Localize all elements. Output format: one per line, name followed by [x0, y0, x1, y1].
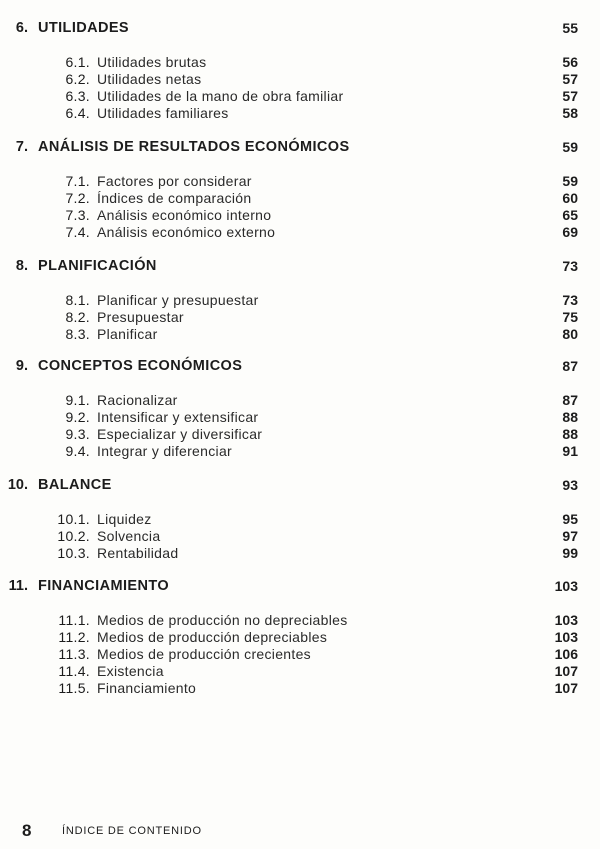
entry-title: Utilidades netas	[97, 71, 202, 87]
entry-title: Índices de comparación	[97, 190, 252, 206]
toc-entry[interactable]	[0, 53, 600, 71]
entry-title: Racionalizar	[97, 392, 178, 408]
entry-title: Medios de producción no depreciables	[97, 612, 348, 628]
section-heading[interactable]	[0, 257, 600, 275]
entry-number: 7.1.	[65, 173, 90, 189]
entry-page: 103	[554, 629, 578, 645]
section-number: 9.	[15, 358, 28, 374]
toc-entry[interactable]	[0, 308, 600, 326]
entry-page: 75	[562, 309, 578, 325]
entry-title: Planificar	[97, 326, 158, 342]
section-page: 93	[562, 477, 578, 493]
toc-entry[interactable]	[0, 325, 600, 343]
toc-entry[interactable]	[0, 87, 600, 105]
entry-title: Integrar y diferenciar	[97, 443, 232, 459]
toc-entry[interactable]	[0, 662, 600, 680]
section-number: 6.	[15, 20, 28, 36]
toc-entry[interactable]	[0, 223, 600, 241]
toc-entry[interactable]	[0, 408, 600, 426]
entry-page: 80	[562, 326, 578, 342]
entry-title: Utilidades brutas	[97, 54, 207, 70]
entry-title: Factores por considerar	[97, 173, 252, 189]
toc-entry[interactable]	[0, 206, 600, 224]
entry-page: 57	[562, 71, 578, 87]
entry-number: 6.4.	[65, 105, 90, 121]
entry-number: 7.2.	[65, 190, 90, 206]
entry-title: Medios de producción crecientes	[97, 646, 311, 662]
toc-entry[interactable]	[0, 645, 600, 663]
toc-entry[interactable]	[0, 172, 600, 190]
entry-page: 65	[562, 207, 578, 223]
toc-entry[interactable]	[0, 679, 600, 697]
page-footer	[22, 820, 202, 842]
entry-number: 8.2.	[65, 309, 90, 325]
entry-number: 11.3.	[58, 646, 90, 662]
entry-page: 107	[554, 680, 578, 696]
toc-entry[interactable]	[0, 189, 600, 207]
toc-entry[interactable]	[0, 442, 600, 460]
entry-title: Planificar y presupuestar	[97, 292, 259, 308]
entry-title: Intensificar y extensificar	[97, 409, 259, 425]
entry-number: 11.5.	[58, 680, 90, 696]
entry-page: 57	[562, 88, 578, 104]
toc-entry[interactable]	[0, 510, 600, 528]
entry-title: Presupuestar	[97, 309, 184, 325]
entry-number: 10.1.	[57, 511, 90, 527]
entry-page: 91	[562, 443, 578, 459]
section-number: 7.	[15, 139, 28, 155]
section-page: 59	[562, 139, 578, 155]
section-title: FINANCIAMIENTO	[38, 578, 169, 594]
entry-number: 9.1.	[65, 392, 90, 408]
entry-number: 6.1.	[65, 54, 90, 70]
section-number: 11.	[8, 578, 28, 594]
section-title: UTILIDADES	[38, 20, 129, 36]
toc-entry[interactable]	[0, 70, 600, 88]
entry-title: Especializar y diversificar	[97, 426, 263, 442]
entry-title: Utilidades familiares	[97, 105, 229, 121]
entry-page: 107	[554, 663, 578, 679]
footer-title: ÍNDICE DE CONTENIDO	[62, 825, 202, 837]
section-heading[interactable]	[0, 19, 600, 37]
entry-title: Rentabilidad	[97, 545, 179, 561]
section-page: 55	[562, 20, 578, 36]
entry-page: 97	[562, 528, 578, 544]
entry-number: 10.3.	[57, 545, 90, 561]
entry-title: Análisis económico externo	[97, 224, 276, 240]
entry-page: 95	[562, 511, 578, 527]
section-heading[interactable]	[0, 577, 600, 595]
entry-page: 99	[562, 545, 578, 561]
section-number: 10.	[7, 477, 28, 493]
entry-title: Medios de producción depreciables	[97, 629, 328, 645]
entry-page: 69	[562, 224, 578, 240]
entry-title: Solvencia	[97, 528, 161, 544]
entry-page: 88	[562, 409, 578, 425]
entry-page: 106	[554, 646, 578, 662]
toc-entry[interactable]	[0, 104, 600, 122]
entry-number: 6.3.	[65, 88, 90, 104]
entry-page: 73	[562, 292, 578, 308]
entry-number: 7.3.	[65, 207, 90, 223]
entry-title: Existencia	[97, 663, 164, 679]
section-title: ANÁLISIS DE RESULTADOS ECONÓMICOS	[38, 139, 350, 155]
section-heading[interactable]	[0, 357, 600, 375]
entry-number: 8.3.	[65, 326, 90, 342]
entry-number: 6.2.	[65, 71, 90, 87]
entry-title: Financiamiento	[97, 680, 197, 696]
entry-title: Análisis económico interno	[97, 207, 272, 223]
entry-page: 60	[562, 190, 578, 206]
toc-entry[interactable]	[0, 611, 600, 629]
section-title: CONCEPTOS ECONÓMICOS	[38, 358, 243, 374]
section-number: 8.	[15, 258, 28, 274]
section-heading[interactable]	[0, 138, 600, 156]
toc-entry[interactable]	[0, 527, 600, 545]
entry-page: 87	[562, 392, 578, 408]
entry-number: 8.1.	[65, 292, 90, 308]
section-page: 87	[562, 358, 578, 374]
entry-page: 88	[562, 426, 578, 442]
toc-entry[interactable]	[0, 628, 600, 646]
footer-page-number: 8	[22, 821, 32, 840]
entry-number: 9.2.	[65, 409, 90, 425]
section-page: 103	[554, 578, 578, 594]
entry-page: 103	[554, 612, 578, 628]
toc-entry[interactable]	[0, 291, 600, 309]
entry-number: 11.2.	[58, 629, 90, 645]
section-title: BALANCE	[38, 477, 112, 493]
entry-number: 11.1.	[58, 612, 90, 628]
entry-page: 59	[562, 173, 578, 189]
entry-title: Liquidez	[97, 511, 152, 527]
section-page: 73	[562, 258, 578, 274]
entry-page: 56	[562, 54, 578, 70]
entry-number: 9.4.	[65, 443, 90, 459]
entry-number: 9.3.	[65, 426, 90, 442]
entry-number: 11.4.	[58, 663, 90, 679]
toc-entry[interactable]	[0, 544, 600, 562]
entry-page: 58	[562, 105, 578, 121]
entry-title: Utilidades de la mano de obra familiar	[97, 88, 344, 104]
section-heading[interactable]	[0, 476, 600, 494]
section-title: PLANIFICACIÓN	[38, 258, 157, 274]
entry-number: 10.2.	[57, 528, 90, 544]
toc-entry[interactable]	[0, 391, 600, 409]
toc-entry[interactable]	[0, 425, 600, 443]
entry-number: 7.4.	[65, 224, 90, 240]
